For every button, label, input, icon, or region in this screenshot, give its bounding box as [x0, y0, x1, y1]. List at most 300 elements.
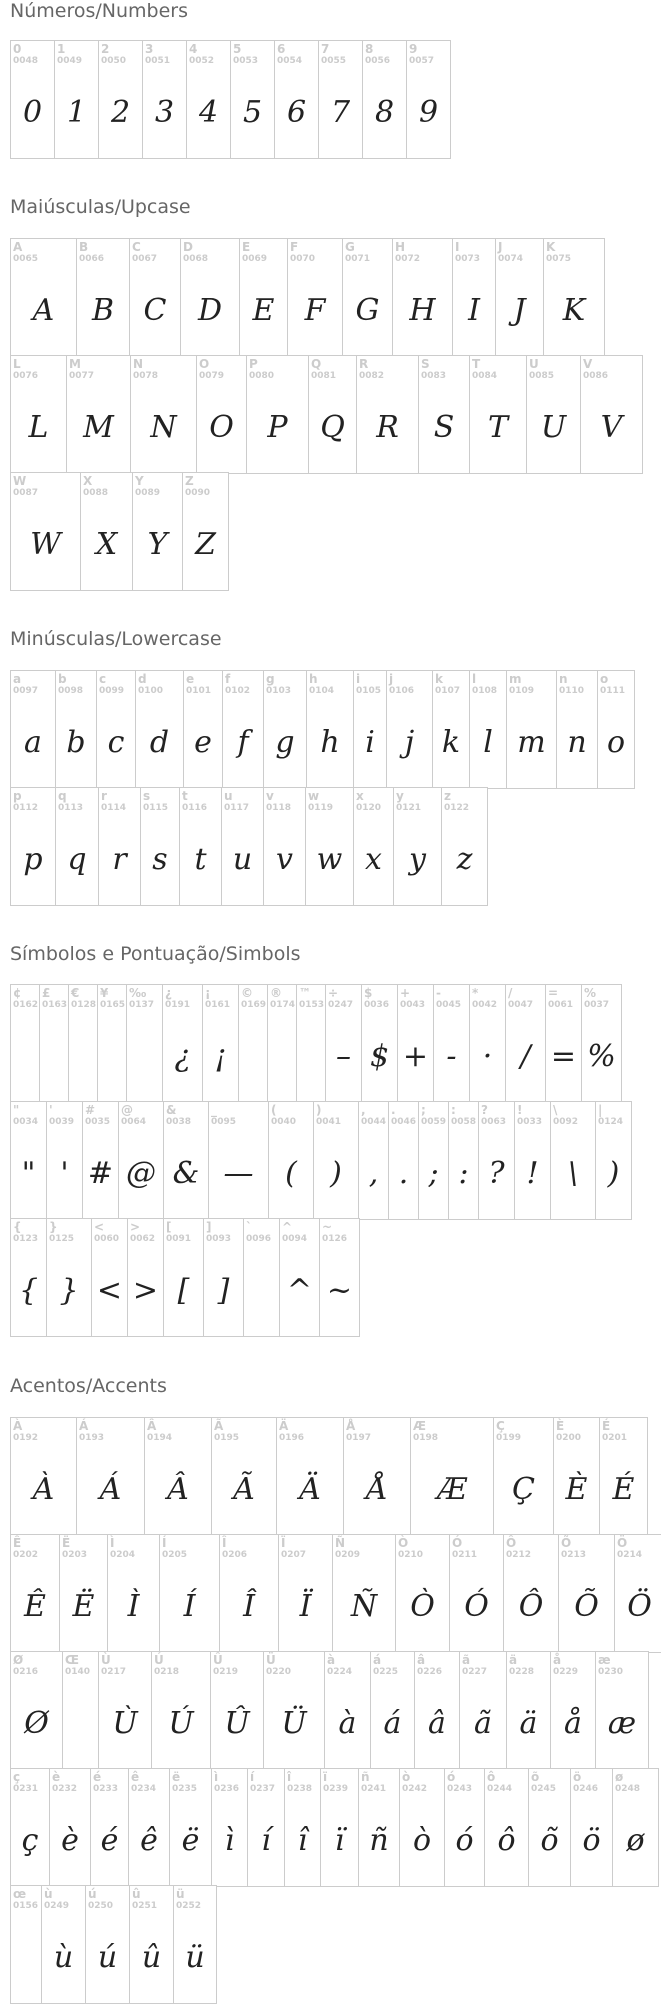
char-label: -	[436, 986, 441, 1000]
char-code: 0092	[553, 1117, 579, 1127]
glyph-cell	[370, 1651, 415, 1770]
glyph-sample: 4	[198, 95, 219, 130]
char-code: 0120	[356, 803, 382, 813]
char-label: }	[49, 1220, 58, 1234]
glyph-cell	[211, 1768, 248, 1887]
glyph-cell	[80, 472, 133, 591]
glyph-sample: â	[428, 1706, 446, 1741]
char-label: Ø	[13, 1653, 24, 1667]
char-code: 0062	[130, 1234, 156, 1244]
char-label: Î	[222, 1536, 227, 1550]
char-code: 0061	[548, 1000, 574, 1010]
char-code: 0227	[462, 1667, 488, 1677]
glyph-cell	[342, 238, 393, 357]
char-code: 0118	[266, 803, 292, 813]
char-label: A	[13, 240, 23, 254]
char-code: 0075	[546, 254, 572, 264]
glyph-sample: s	[152, 842, 168, 877]
glyph-sample: ¿	[174, 1039, 191, 1074]
glyph-cell	[469, 984, 506, 1103]
char-label: p	[13, 789, 22, 803]
char-code: 0248	[615, 1784, 641, 1794]
char-code: 0192	[13, 1433, 39, 1443]
glyph-sample	[244, 1251, 279, 1330]
glyph-cell	[506, 1651, 551, 1770]
char-code: 0067	[132, 254, 158, 264]
char-label: â	[417, 1653, 426, 1667]
char-label: ø	[615, 1770, 624, 1784]
char-label: 4	[189, 42, 198, 56]
char-code: 0106	[389, 686, 415, 696]
glyph-cell	[10, 787, 56, 906]
char-code: 0244	[487, 1784, 513, 1794]
glyph-cell	[395, 1534, 450, 1653]
glyph-cell	[353, 670, 387, 789]
glyph-cell	[132, 472, 183, 591]
char-label: z	[444, 789, 451, 803]
char-label: È	[556, 1419, 565, 1433]
char-code: 0104	[309, 686, 335, 696]
glyph-sample: å	[564, 1706, 582, 1741]
char-label: ú	[88, 1887, 97, 1901]
page-title-accents: Acentos/Accents	[10, 1375, 167, 1397]
glyph-sample: /	[520, 1039, 531, 1074]
glyph-sample: Å	[366, 1472, 388, 1507]
char-code: 0052	[189, 56, 215, 66]
glyph-cell	[356, 355, 419, 474]
char-code: 0236	[214, 1784, 240, 1794]
glyph-sample: X	[95, 527, 118, 562]
glyph-sample: U	[540, 410, 567, 445]
char-label: /	[508, 986, 513, 1000]
char-label: Ö	[617, 1536, 628, 1550]
char-code: 0161	[205, 1000, 231, 1010]
glyph-sample: "	[21, 1156, 36, 1191]
glyph-sample	[63, 1684, 98, 1763]
glyph-cell	[246, 355, 309, 474]
glyph-sample: ç	[21, 1823, 39, 1858]
char-label: J	[498, 240, 503, 254]
char-code: 0197	[346, 1433, 372, 1443]
glyph-sample: Ü	[281, 1706, 307, 1741]
glyph-sample: 2	[110, 95, 131, 130]
char-code: 0082	[359, 371, 385, 381]
glyph-cell	[325, 984, 362, 1103]
glyph-sample: E	[252, 293, 275, 328]
glyph-cell	[418, 355, 470, 474]
char-label: d	[138, 672, 147, 686]
char-code: 0087	[13, 488, 39, 498]
glyph-cell	[90, 1768, 129, 1887]
glyph-cell	[441, 787, 488, 906]
char-label: õ	[531, 1770, 540, 1784]
char-label: ©	[241, 986, 253, 1000]
glyph-sample: ,	[368, 1156, 379, 1191]
glyph-cell	[127, 1218, 164, 1337]
glyph-sample	[297, 1017, 325, 1096]
glyph-cell	[392, 238, 453, 357]
glyph-cell	[91, 1218, 128, 1337]
char-code: 0063	[481, 1117, 507, 1127]
page-title-upcase: Maiúsculas/Upcase	[10, 196, 191, 218]
char-label: Í	[162, 1536, 167, 1550]
char-code: 0111	[600, 686, 626, 696]
char-code: 0199	[496, 1433, 522, 1443]
char-label: û	[132, 1887, 141, 1901]
char-code: 0162	[13, 1000, 39, 1010]
glyph-cell	[10, 1885, 42, 2004]
char-label: Ñ	[335, 1536, 346, 1550]
char-label: ê	[131, 1770, 140, 1784]
char-label: 7	[321, 42, 330, 56]
glyph-sample	[127, 1017, 162, 1096]
glyph-cell	[449, 1534, 504, 1653]
glyph-sample: O	[209, 410, 234, 445]
glyph-cell	[202, 984, 239, 1103]
glyph-cell	[230, 40, 275, 159]
glyph-cell	[219, 1534, 279, 1653]
char-label: ï	[323, 1770, 328, 1784]
char-code: 0216	[13, 1667, 39, 1677]
char-code: 0099	[99, 686, 125, 696]
char-label: ¿	[165, 986, 172, 1000]
char-code: 0041	[316, 1117, 342, 1127]
glyph-cell	[10, 1218, 47, 1337]
char-code: 0212	[506, 1550, 532, 1560]
char-code: 0079	[199, 371, 225, 381]
char-label: ñ	[361, 1770, 370, 1784]
char-label: a	[13, 672, 22, 686]
char-label: y	[396, 789, 404, 803]
glyph-cell	[358, 1101, 389, 1220]
char-code: 0034	[13, 1117, 39, 1127]
glyph-cell	[493, 1417, 554, 1536]
char-label: 3	[145, 42, 154, 56]
glyph-sample: t	[194, 842, 207, 877]
char-label: ‰	[129, 986, 147, 1000]
glyph-cell	[222, 670, 264, 789]
glyph-cell	[247, 1768, 285, 1887]
glyph-sample: H	[409, 293, 436, 328]
char-label: ò	[402, 1770, 411, 1784]
char-code: 0066	[79, 254, 105, 264]
glyph-sample: Ä	[299, 1472, 321, 1507]
glyph-cell	[448, 1101, 479, 1220]
char-label: c	[99, 672, 107, 686]
char-label: s	[143, 789, 151, 803]
glyph-sample: >	[132, 1273, 159, 1308]
page-title-symbols: Símbolos e Pontuação/Simbols	[10, 943, 301, 965]
char-code: 0100	[138, 686, 164, 696]
glyph-cell	[306, 670, 354, 789]
glyph-sample: d	[149, 725, 170, 760]
glyph-cell	[130, 355, 197, 474]
char-code: 0169	[241, 1000, 267, 1010]
glyph-sample: r	[112, 842, 127, 877]
char-code: 0250	[88, 1901, 114, 1911]
char-label: í	[250, 1770, 255, 1784]
char-code: 0089	[135, 488, 161, 498]
glyph-sample: D	[197, 293, 223, 328]
char-code: 0083	[421, 371, 447, 381]
char-label: '	[49, 1103, 53, 1117]
glyph-cell	[159, 1534, 220, 1653]
char-code: 0217	[101, 1667, 127, 1677]
char-label: î	[287, 1770, 292, 1784]
char-label: Á	[79, 1419, 89, 1433]
glyph-cell	[126, 984, 163, 1103]
char-code: 0225	[373, 1667, 399, 1677]
char-code: 0241	[361, 1784, 387, 1794]
glyph-sample: Ç	[512, 1472, 535, 1507]
char-label: 6	[277, 42, 286, 56]
glyph-cell	[85, 1885, 130, 2004]
glyph-cell	[243, 1218, 280, 1337]
char-code: 0122	[444, 803, 470, 813]
char-code: 0230	[598, 1667, 624, 1677]
page-title-lowercase: Minúsculas/Lowercase	[10, 628, 222, 650]
glyph-sample: 9	[418, 95, 439, 130]
char-label: G	[345, 240, 355, 254]
char-code: 0110	[559, 686, 585, 696]
char-code: 0218	[154, 1667, 180, 1677]
glyph-cell	[514, 1101, 551, 1220]
char-label: ¥	[100, 986, 109, 1000]
glyph-cell	[10, 1651, 63, 1770]
glyph-cell	[210, 1651, 264, 1770]
glyph-cell	[10, 1417, 77, 1536]
glyph-sample: a	[24, 725, 42, 760]
glyph-sample: )	[607, 1156, 620, 1191]
char-code: 0046	[391, 1117, 417, 1127]
char-label: ë	[172, 1770, 181, 1784]
glyph-sample: ù	[53, 1940, 74, 1975]
char-code: 0040	[271, 1117, 297, 1127]
glyph-cell	[313, 1101, 359, 1220]
char-label: ~	[322, 1220, 333, 1234]
char-label: V	[583, 357, 593, 371]
char-code: 0112	[13, 803, 39, 813]
char-label: $	[364, 986, 373, 1000]
char-code: 0051	[145, 56, 171, 66]
glyph-cell	[358, 1768, 400, 1887]
char-code: 0073	[455, 254, 481, 264]
glyph-cell	[388, 1101, 419, 1220]
glyph-cell	[238, 984, 268, 1103]
char-code: 0086	[583, 371, 609, 381]
glyph-sample: Õ	[574, 1589, 599, 1624]
char-code: 0237	[250, 1784, 276, 1794]
glyph-cell	[386, 670, 433, 789]
char-code: 0077	[69, 371, 95, 381]
glyph-sample: æ	[607, 1706, 637, 1741]
char-label: 2	[101, 42, 110, 56]
char-code: 0231	[13, 1784, 39, 1794]
char-label: j	[389, 672, 394, 686]
glyph-cell	[469, 670, 507, 789]
char-label: é	[93, 1770, 102, 1784]
char-code: 0156	[13, 1901, 39, 1911]
glyph-cell	[296, 984, 326, 1103]
char-code: 0193	[79, 1433, 105, 1443]
char-code: 0226	[417, 1667, 443, 1677]
char-label: (	[271, 1103, 277, 1117]
glyph-sample: ô	[497, 1823, 516, 1858]
char-code: 0103	[266, 686, 292, 696]
glyph-sample: M	[83, 410, 114, 445]
char-code: 0194	[147, 1433, 173, 1443]
glyph-cell	[98, 40, 143, 159]
glyph-sample: u	[232, 842, 253, 877]
char-label: *	[472, 986, 479, 1000]
glyph-sample: x	[365, 842, 382, 877]
glyph-cell	[186, 40, 231, 159]
glyph-cell	[59, 1534, 108, 1653]
glyph-cell	[506, 670, 557, 789]
glyph-sample: o	[606, 725, 626, 760]
char-code: 0251	[132, 1901, 158, 1911]
glyph-sample: !	[526, 1156, 539, 1191]
char-code: 0233	[93, 1784, 119, 1794]
glyph-cell	[41, 1885, 86, 2004]
char-label: N	[133, 357, 144, 371]
char-label: ?	[481, 1103, 488, 1117]
char-label: [	[166, 1220, 172, 1234]
char-code: 0201	[602, 1433, 628, 1443]
char-label: M	[69, 357, 81, 371]
char-code: 0196	[279, 1433, 305, 1443]
glyph-sample: {	[18, 1273, 39, 1308]
char-label: L	[13, 357, 21, 371]
glyph-sample: =	[550, 1039, 577, 1074]
glyph-cell	[54, 40, 99, 159]
char-code: 0084	[472, 371, 498, 381]
glyph-cell	[263, 670, 307, 789]
char-code: 0153	[299, 1000, 325, 1010]
glyph-cell	[528, 1768, 571, 1887]
glyph-cell	[614, 1534, 661, 1653]
char-code: 0081	[311, 371, 337, 381]
char-code: 0163	[42, 1000, 68, 1010]
char-code: 0128	[71, 1000, 97, 1010]
char-label: f	[225, 672, 231, 686]
char-code: 0105	[356, 686, 382, 696]
char-label: Ì	[110, 1536, 115, 1550]
char-label: K	[546, 240, 556, 254]
char-code: 0070	[290, 254, 316, 264]
char-code: 0088	[83, 488, 109, 498]
glyph-sample: Ö	[627, 1589, 652, 1624]
char-code: 0249	[44, 1901, 70, 1911]
glyph-cell	[595, 1101, 632, 1220]
glyph-sample: A	[32, 293, 55, 328]
glyph-cell	[180, 238, 240, 357]
char-code: 0068	[183, 254, 209, 264]
glyph-sample: ·	[482, 1039, 493, 1074]
char-label: ¡	[205, 986, 211, 1000]
char-label: =	[548, 986, 559, 1000]
glyph-cell	[558, 1534, 615, 1653]
char-code: 0039	[49, 1117, 75, 1127]
glyph-cell	[129, 238, 181, 357]
char-label: ÷	[328, 986, 339, 1000]
char-label: C	[132, 240, 141, 254]
glyph-cell	[320, 1768, 359, 1887]
glyph-cell	[76, 1417, 145, 1536]
char-code: 0107	[435, 686, 461, 696]
glyph-sample: È	[565, 1472, 588, 1507]
char-code: 0055	[321, 56, 347, 66]
char-code: 0098	[58, 686, 84, 696]
char-label: 9	[409, 42, 418, 56]
char-code: 0125	[49, 1234, 75, 1244]
glyph-sample: Ô	[518, 1589, 544, 1624]
char-code: 0246	[573, 1784, 599, 1794]
glyph-cell	[343, 1417, 411, 1536]
char-code: 0207	[281, 1550, 307, 1560]
char-label: |	[598, 1103, 603, 1117]
glyph-sample	[69, 1017, 97, 1096]
char-label: T	[472, 357, 481, 371]
glyph-sample: —	[223, 1156, 254, 1191]
char-label: q	[58, 789, 67, 803]
char-label: X	[83, 474, 93, 488]
char-label: ì	[214, 1770, 219, 1784]
char-label: Z	[185, 474, 194, 488]
char-label: 1	[57, 42, 66, 56]
glyph-cell	[10, 1101, 47, 1220]
char-code: 0109	[509, 686, 535, 696]
char-label: E	[242, 240, 251, 254]
glyph-cell	[495, 238, 544, 357]
glyph-sample: ä	[519, 1706, 538, 1741]
glyph-cell	[135, 670, 184, 789]
glyph-cell	[162, 984, 203, 1103]
char-code: 0097	[13, 686, 39, 696]
glyph-sample: Ì	[127, 1589, 140, 1624]
glyph-sample: 5	[242, 95, 263, 130]
char-label: ã	[462, 1653, 471, 1667]
char-label: Ù	[101, 1653, 111, 1667]
glyph-sample: <	[96, 1273, 123, 1308]
glyph-cell	[444, 1768, 485, 1887]
char-label: 8	[365, 42, 374, 56]
char-code: 0048	[13, 56, 39, 66]
char-label: ä	[509, 1653, 518, 1667]
glyph-sample: è	[61, 1823, 79, 1858]
glyph-sample: J	[513, 293, 526, 328]
char-label: ™	[299, 986, 311, 1000]
char-code: 0037	[584, 1000, 610, 1010]
glyph-cell	[595, 1651, 649, 1770]
char-label: v	[266, 789, 274, 803]
glyph-sample: ú	[97, 1940, 118, 1975]
char-code: 0094	[282, 1234, 308, 1244]
glyph-sample	[11, 1017, 39, 1096]
glyph-sample: g	[275, 725, 295, 760]
glyph-sample: Ø	[24, 1706, 49, 1741]
glyph-cell	[414, 1651, 460, 1770]
char-label: Û	[213, 1653, 223, 1667]
glyph-cell	[39, 984, 69, 1103]
glyph-sample	[11, 1918, 41, 1997]
glyph-cell	[173, 1885, 217, 2004]
char-code: 0219	[213, 1667, 239, 1677]
glyph-cell	[263, 1651, 325, 1770]
glyph-sample: %	[587, 1039, 616, 1074]
glyph-sample: Û	[224, 1706, 250, 1741]
char-code: 0060	[94, 1234, 120, 1244]
